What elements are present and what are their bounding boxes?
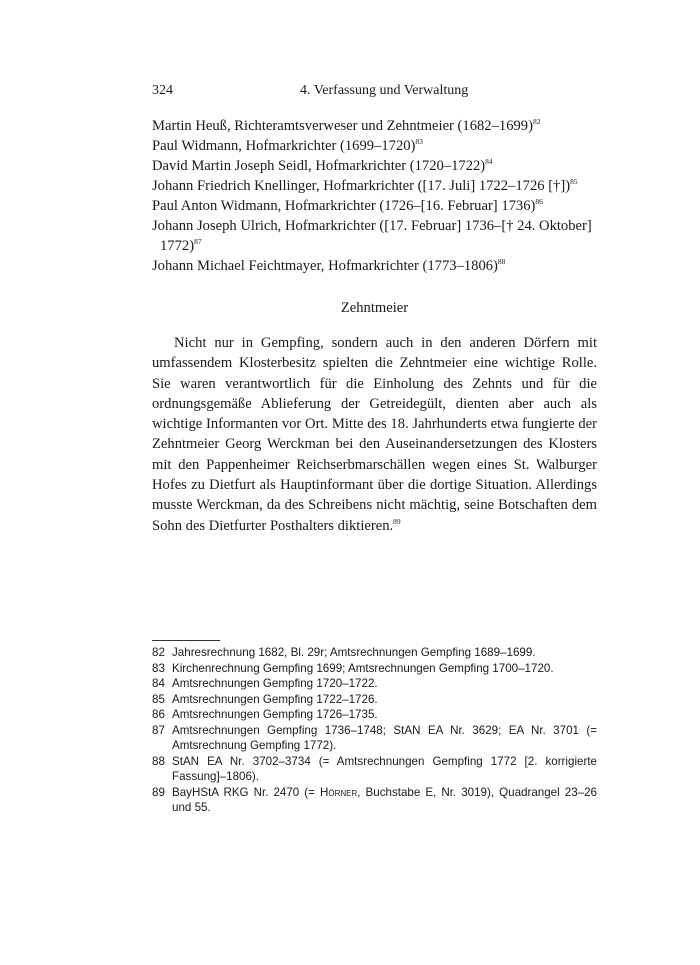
footnote — [152, 723, 597, 754]
page-number: 324 — [152, 83, 173, 98]
footnote-text: Amtsrechnungen Gempfing 1722–1726. — [172, 692, 378, 706]
footnote — [152, 692, 597, 708]
running-header — [152, 83, 597, 103]
footnote-text: Jahresrechnung 1682, Bl. 29r; Amtsrechnungen Gempfing 1689–1699. — [172, 646, 536, 659]
footnote — [152, 661, 597, 677]
footnote-text: Amtsrechnungen Gempfing 1720–1722. — [172, 677, 378, 690]
footnote — [152, 676, 597, 692]
footnote-number: 86 — [152, 708, 165, 721]
footnote-ref[interactable]: 84 — [485, 157, 493, 166]
list-item: Martin Heuß, Richteramtsverweser und Zehntmeier (1682–1699)$^{82}$ — [152, 117, 541, 134]
footnote-text: Amtsrechnungen Gempfing 1726–1735. — [172, 708, 378, 721]
footnote-text: StAN EA Nr. 3702–3734 (= Amtsrechnungen Gempfing 1772 [2. korrigierte Fassung]–1806). — [172, 754, 597, 783]
footnote-text: BayHStA RKG Nr. 2470 (= Hörner, Buchstabe E, Nr. 3019), Quadrangel 23–26 und 55. — [172, 785, 597, 814]
footnote-text: Kirchenrechnung Gempfing 1699; Amtsrechnungen Gempfing 1700–1720. — [172, 661, 554, 675]
section-heading: Zehntmeier — [340, 300, 409, 316]
footnote — [152, 645, 597, 661]
footnote-ref[interactable]: 86 — [535, 197, 543, 206]
author-name: Hörner — [319, 785, 358, 799]
running-title: 4. Verfassung und Verwaltung — [300, 83, 469, 98]
list-item: Paul Anton Widmann, Hofmarkrichter (1726–[16. Februar] 1736)$^{86}$ — [152, 197, 543, 214]
footnote — [152, 707, 597, 723]
footnote-ref[interactable]: 89 — [393, 516, 401, 526]
footnote-separator — [152, 640, 220, 641]
footnotes — [152, 645, 597, 816]
footnote-text: Amtsrechnungen Gempfing 1736–1748; StAN EA Nr. 3629; EA Nr. 3701 (= Amtsrechnung Gempfing 1772). — [172, 723, 597, 752]
footnote-ref[interactable]: 82 — [532, 117, 541, 126]
footnote-ref[interactable]: 85 — [570, 177, 578, 186]
footnote-ref[interactable]: 83 — [415, 137, 423, 146]
footnote-number: 88 — [152, 754, 165, 768]
list-item: David Martin Joseph Seidl, Hofmarkrichter (1720–1722)$^{84}$ — [152, 157, 493, 174]
footnote — [152, 785, 597, 816]
list-item: Johann Michael Feichtmayer, Hofmarkrichter (1773–1806)$^{88}$ — [152, 257, 506, 274]
list-item: Johann Friedrich Knellinger, Hofmarkrichter ([17. Juli] 1722–1726 [†])$^{85}$ — [152, 177, 578, 194]
footnote — [152, 754, 597, 785]
list-item: Johann Joseph Ulrich, Hofmarkrichter ([17. Februar] 1736–[† 24. Oktober] 1772)$^{87}$ — [152, 218, 592, 254]
footnote-number: 89 — [152, 785, 165, 799]
footnote-number: 82 — [152, 646, 165, 659]
footnote-number: 87 — [152, 723, 165, 737]
footnote-number: 85 — [152, 692, 165, 706]
officials-list — [152, 116, 597, 276]
body-paragraph — [152, 333, 597, 536]
footnote-ref[interactable]: 87 — [194, 237, 202, 246]
footnote-ref[interactable]: 88 — [497, 257, 506, 266]
paragraph-text: Nicht nur in Gempfing, sondern auch in den anderen Dörfern mit umfassendem Klosterbesitz spielten die Zehntmeier eine wichtige Rolle. Sie waren verantwortlich für die Einholung des Zehnts und für die ordnungsgemäße Ablieferung der Getreidegült, dienten aber auch als wichtige Informanten vor Ort. Mitte des 18. Jahrhunderts etwa fungierte der Zehntmeier Georg Werckman bei den Auseinandersetzungen des Klosters mit den Pappenheimer Reichserbmarschällen wegen eines St. Walburger Hofes zu Dietfurt als Hauptinformant über die dortige Situation. Allerdings musste Werckman, da des Schreibens nicht mächtig, seine Botschaften dem Sohn des Dietfurter Posthalters diktieren. — [152, 335, 597, 534]
list-item: Paul Widmann, Hofmarkrichter (1699–1720)$^{83}$ — [152, 137, 423, 154]
footnote-number: 84 — [152, 677, 165, 690]
footnote-number: 83 — [152, 661, 165, 675]
